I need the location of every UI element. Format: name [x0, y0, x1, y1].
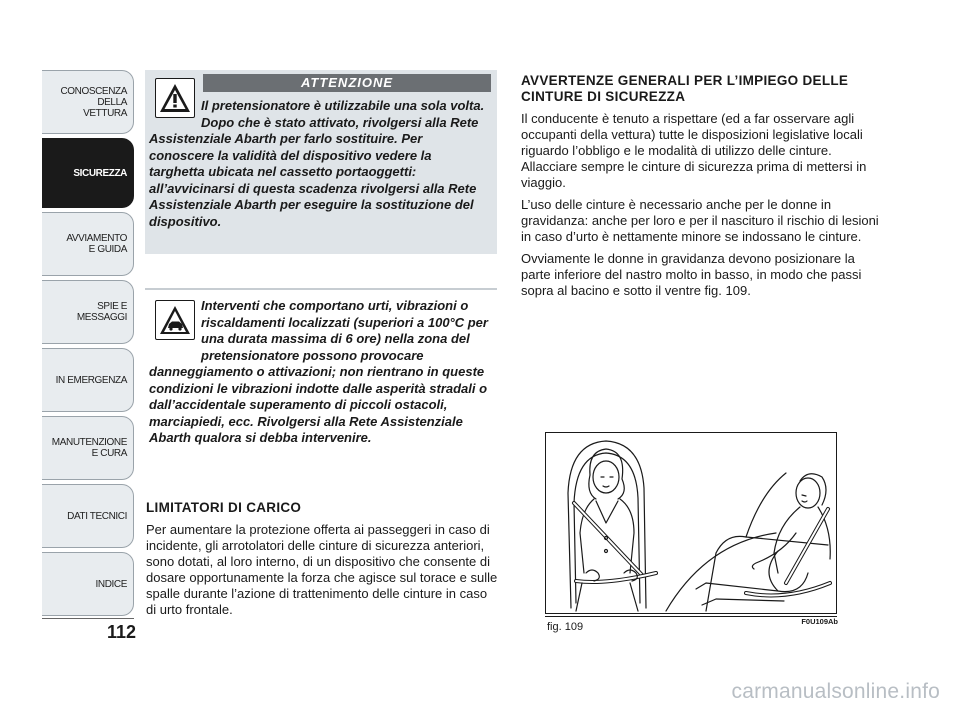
tab-sicurezza[interactable]: SICUREZZA: [42, 138, 134, 208]
paragraph: Per aumentare la protezione offerta ai passeggeri in caso di incidente, gli arrotolatori delle cinture di sicurezza anteriori, sono dotati, al loro interno, di un dispositivo che consente di dosare opportunamente la forza che agisce sul torace e sulle spalle durante l’azione di trattenimento delle cinture in caso di urto frontale.: [146, 522, 498, 617]
tab-manutenzione-e-cura[interactable]: MANUTENZIONE E CURA: [42, 416, 134, 480]
page-number: 112: [106, 622, 136, 642]
chapter-sidebar: [42, 70, 134, 618]
figure-109-illustration: [545, 432, 837, 614]
sidebar-divider: [42, 618, 134, 619]
section-avvertenze-generali: [521, 73, 881, 299]
car-caution-icon: [155, 300, 195, 340]
tab-spie-e-messaggi[interactable]: SPIE E MESSAGGI: [42, 280, 134, 344]
paragraph: L’uso delle cinture è necessario anche per le donne in gravidanza: anche per loro e per il nascituro il rischio di lesioni in caso d’urto è nettamente minore se indossano le cinture.: [521, 197, 879, 244]
section-title: LIMITATORI DI CARICO: [146, 500, 302, 515]
tab-dati-tecnici[interactable]: DATI TECNICI: [42, 484, 134, 548]
tab-conoscenza-della-vettura[interactable]: CONOSCENZA DELLA VETTURA: [42, 70, 134, 134]
figure-label: fig. 109: [547, 621, 584, 633]
watermark: carmanualsonline.info: [731, 680, 940, 703]
warning-text: Il pretensionatore è utilizzabile una sola volta. Dopo che è stato attivato, rivolgersi alla Rete Assistenziale Abarth per farlo sostituire. Per conoscere la validità del dispositivo vedere la targhetta ubicata nel cassetto portaoggetti: all’avvicinarsi di questa scadenza rivolgersi alla Rete Assistenziale Abarth per eseguire la sostituzione del dispositivo.: [149, 98, 485, 229]
tab-in-emergenza[interactable]: IN EMERGENZA: [42, 348, 134, 412]
warning-box-interventi: [145, 288, 497, 468]
tab-indice[interactable]: INDICE: [42, 552, 134, 616]
section-title: AVVERTENZE GENERALI PER L’IMPIEGO DELLE CINTURE DI SICUREZZA: [521, 73, 849, 104]
section-limitatori-di-carico: [146, 500, 498, 618]
figure-code: F0U109Ab: [801, 617, 838, 626]
warning-triangle-icon: [155, 78, 195, 118]
paragraph: Il conducente è tenuto a rispettare (ed a far osservare agli occupanti della vettura) tutte le disposizioni legislative locali riguardo l’obbligo e le modalità di utilizzo delle cinture. Allacciare sempre le cinture di sicurezza prima di mettersi in viaggio.: [521, 111, 867, 190]
paragraph: Ovviamente le donne in gravidanza devono posizionare la parte inferiore del nastro molto in basso, in modo che passi sopra al bacino e sotto il ventre fig. 109.: [521, 251, 862, 298]
warning-header: ATTENZIONE: [203, 74, 491, 92]
tab-avviamento-e-guida[interactable]: AVVIAMENTO E GUIDA: [42, 212, 134, 276]
warning-text: Interventi che comportano urti, vibrazioni o riscaldamenti localizzati (superiori a 100°C per una durata massima di 6 ore) nella zona del pretensionatore possono provocare danneggiamento o attivazioni; non rientrano in queste condizioni le vibrazioni indotte dalle asperità stradali o dall’accidentale superamento di piccoli ostacoli, marciapiedi, ecc. Rivolgersi alla Rete Assistenziale Abarth qualora si debba intervenire.: [149, 298, 488, 445]
warning-box-pretensionatore: [145, 70, 497, 254]
